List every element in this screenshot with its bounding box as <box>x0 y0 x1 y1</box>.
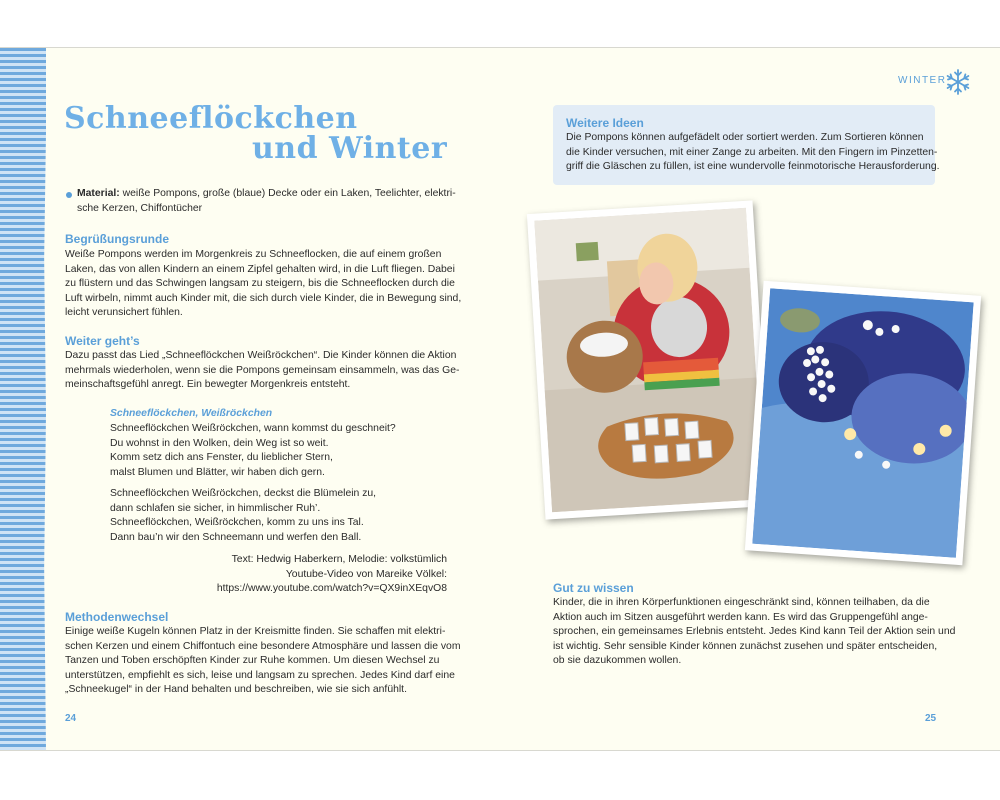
text-line: Weiße Pompons werden im Morgenkreis zu Schneeflocken, die auf einem großen <box>65 249 442 260</box>
tip-heading: Gut zu wissen <box>553 581 634 595</box>
text-line: „Schneekugel“ in der Hand behalten und beschreiben, wie sie sich anfühlt. <box>65 684 407 696</box>
text-line: griff die Gläschen zu füllen, ist eine wundervolle feinmotorische Herausforderung. <box>566 161 940 173</box>
text-line: Dazu passt das Lied „Schneeflöckchen Weißröckchen“. Die Kinder können die Aktion <box>65 350 457 361</box>
page-title-line1: Schneeflöckchen <box>64 101 358 136</box>
poem-line: malst Blumen und Blätter, wir haben dich gern. <box>110 466 325 478</box>
text-line: mehrmals wiederholen, wenn sie die Pompons gemeinsam einsammeln, was das Ge- <box>65 364 460 376</box>
text-line: meinschaftsgefühl anregt. Ein bewegter Morgenkreis entsteht. <box>65 379 351 391</box>
text-line: sprochen, ein gemeinsames Erlebnis entsteht. Jedes Kind kann Teil der Aktion sein und <box>553 626 956 638</box>
credit-line: Youtube-Video von Mareike Völkel: <box>285 568 447 580</box>
material-list <box>77 187 456 216</box>
poem-line: Du wohnst in den Wolken, dein Weg ist so weit. <box>110 437 329 449</box>
poem-line: dann schlafen sie sicher, in himmlischer Ruh’. <box>110 502 321 514</box>
text-line: ist wichtig. Sehr sensible Kinder können zunächst zusehen und später entscheiden, <box>553 640 938 652</box>
bullet-icon <box>66 192 72 198</box>
section-text-method-change <box>65 625 460 698</box>
poem-line: Komm setz dich ans Fenster, du lieblicher Stern, <box>110 452 333 464</box>
text-line: schen Kerzen und einem Chiffontuch eine besondere Atmosphäre und lassen die vom <box>65 640 461 652</box>
text-line: Aktion auch im Sitzen ausgeführt werden kann. Es wird das Gruppengefühl ange- <box>553 611 928 623</box>
text-line: Kinder, die in ihren Körperfunktionen eingeschränkt sind, können teilhaben, da die <box>553 597 930 608</box>
ideas-heading: Weitere Ideen <box>566 116 644 130</box>
photo-child-pompons <box>527 200 771 519</box>
text-line: Luft wirbeln, nimmt auch Kinder mit, die sich durch viele Kinder, die in Bewegung sind, <box>65 292 462 304</box>
photo-blue-cloth-image <box>752 288 973 558</box>
photo-blue-cloth <box>745 281 981 566</box>
section-text-continue <box>65 349 459 393</box>
poem-line: Schneeflöckchen Weißröckchen, deckst die Blümelein zu, <box>110 488 377 499</box>
page-title-line2: und Winter <box>252 131 448 166</box>
song-credits <box>217 553 447 597</box>
section-text-greeting <box>65 248 461 321</box>
text-line: Laken, das von allen Kindern an einem Zipfel gehalten wird, in die Luft fliegen. Dabei <box>65 263 455 275</box>
youtube-link[interactable]: https://www.youtube.com/watch?v=QX9inXEqvO8 <box>216 583 447 595</box>
book-spread <box>0 47 1000 751</box>
section-heading-method-change: Methodenwechsel <box>65 610 169 624</box>
material-text-2: sche Kerzen, Chiffontücher <box>77 202 203 214</box>
text-line: zu flüstern und das Schwingen langsam zu steigern, bis die Schneeflocken durch die <box>65 278 455 290</box>
material-text-1: weiße Pompons, große (blaue) Decke oder ein Laken, Teelichter, elektri- <box>119 188 456 199</box>
section-heading-continue: Weiter geht’s <box>65 334 140 348</box>
tip-text <box>553 596 955 669</box>
text-line: unterstützen, empfiehlt es sich, leise und langsam zu sprechen. Jedes Kind darf eine <box>65 669 455 681</box>
section-heading-greeting: Begrüßungsrunde <box>65 232 169 246</box>
credit-line: Text: Hedwig Haberkern, Melodie: volkstümlich <box>231 554 447 565</box>
text-line: Einige weiße Kugeln können Platz in der Kreismitte finden. Sie schaffen mit elektri- <box>65 626 446 637</box>
decorative-stripes <box>0 48 46 750</box>
text-line: ob sie dazukommen wollen. <box>553 655 682 667</box>
poem-stanza-1 <box>110 422 396 480</box>
snowflake-icon <box>944 68 972 96</box>
text-line: leicht verunsichert fühlen. <box>65 307 183 319</box>
page-number-right: 25 <box>925 713 937 724</box>
running-head: WINTER <box>898 75 947 86</box>
material-label: Material: <box>77 188 120 199</box>
poem-line: Schneeflöckchen Weißröckchen, wann kommst du geschneit? <box>110 423 396 434</box>
photo-child-pompons-image <box>534 208 763 512</box>
ideas-text <box>566 131 940 175</box>
text-line: Tanzen und Toben erschöpften Kinder zur Ruhe kommen. Um diesen Wechsel zu <box>65 655 440 667</box>
text-line: Die Pompons können aufgefädelt oder sortiert werden. Zum Sortieren können <box>566 132 924 143</box>
poem-title: Schneeflöckchen, Weißröckchen <box>110 408 273 419</box>
poem-stanza-2 <box>110 487 376 545</box>
poem-line: Schneeflöckchen, Weißröckchen, komm zu uns ins Tal. <box>110 517 364 529</box>
poem-line: Dann bau’n wir den Schneemann und werfen den Ball. <box>110 531 362 543</box>
text-line: die Kinder versuchen, mit einer Zange zu arbeiten. Mit den Fingern im Pinzetten- <box>566 146 938 158</box>
page-number-left: 24 <box>65 713 77 724</box>
